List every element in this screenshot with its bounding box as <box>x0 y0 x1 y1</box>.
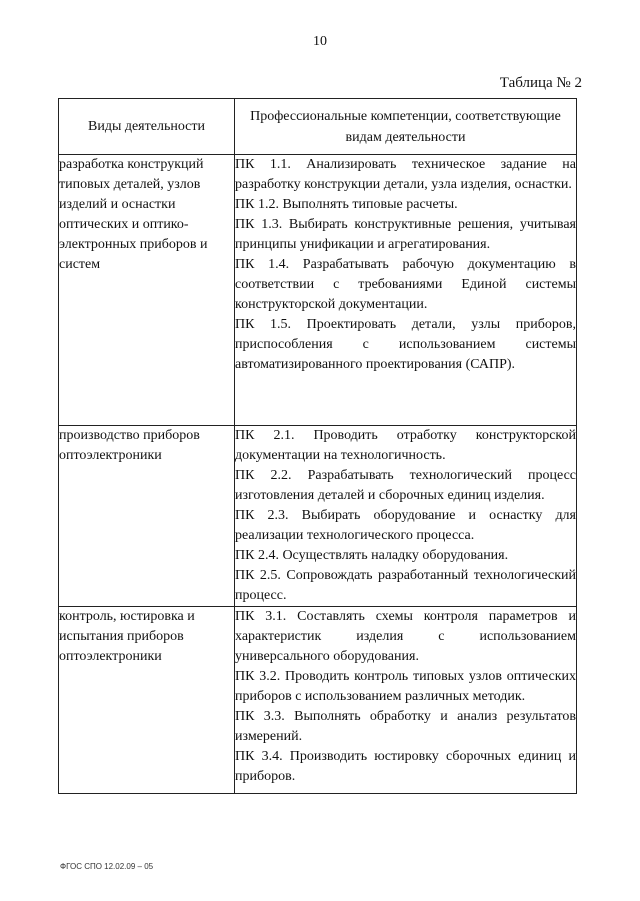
competence-item: ПК 1.5. Проектировать детали, узлы приборов, приспособления с использованием системы автоматизированного проектирования (САПР). <box>235 317 576 372</box>
table-row <box>59 155 577 426</box>
competence-item: ПК 2.2. Разрабатывать технологический процесс изготовления деталей и сборочных единиц изделия. <box>235 468 576 503</box>
competence-item: ПК 2.3. Выбирать оборудование и оснастку для реализации технологического процесса. <box>235 508 576 543</box>
activity-cell: производство приборов оптоэлектроники <box>59 426 235 607</box>
competences-cell <box>235 607 577 794</box>
table-header-row <box>59 99 577 155</box>
competence-item: ПК 1.2. Выполнять типовые расчеты. <box>235 197 458 212</box>
competence-item: ПК 1.4. Разрабатывать рабочую документацию в соответствии с требованиями Единой системы конструкторской документации. <box>235 257 576 312</box>
competence-item: ПК 3.4. Производить юстировку сборочных единиц и приборов. <box>235 749 576 784</box>
table-row <box>59 426 577 607</box>
competence-item: ПК 2.4. Осуществлять наладку оборудования. <box>235 548 509 563</box>
activity-cell: разработка конструкций типовых деталей, узлов изделий и оснастки оптических и оптико-электронных приборов и систем <box>59 155 235 426</box>
competences-cell <box>235 155 577 426</box>
document-footer-code: ФГОС СПО 12.02.09 – 05 <box>60 862 154 871</box>
competence-item: ПК 2.5. Сопровождать разработанный технологический процесс. <box>235 568 576 603</box>
competence-item: ПК 1.3. Выбирать конструктивные решения, учитывая принципы унификации и агрегатирования. <box>235 217 576 252</box>
header-competences: Профессиональные компетенции, соответствующие видам деятельности <box>235 99 577 155</box>
competence-item: ПК 3.3. Выполнять обработку и анализ результатов измерений. <box>235 709 576 744</box>
competence-item: ПК 1.1. Анализировать техническое задание на разработку конструкции детали, узла изделия, оснастки. <box>235 157 576 192</box>
competence-item: ПК 3.1. Составлять схемы контроля параметров и характеристик изделия с использованием универсального оборудования. <box>235 609 576 664</box>
activity-cell: контроль, юстировка и испытания приборов оптоэлектроники <box>59 607 235 794</box>
header-activities: Виды деятельности <box>59 99 235 155</box>
competences-cell <box>235 426 577 607</box>
competence-item: ПК 3.2. Проводить контроль типовых узлов оптических приборов с использованием различных методик. <box>235 669 576 704</box>
table-row <box>59 607 577 794</box>
competence-table <box>58 98 577 794</box>
page-number: 10 <box>313 34 327 49</box>
table-caption: Таблица № 2 <box>499 75 582 91</box>
competence-item: ПК 2.1. Проводить отработку конструкторской документации на технологичность. <box>235 428 576 463</box>
